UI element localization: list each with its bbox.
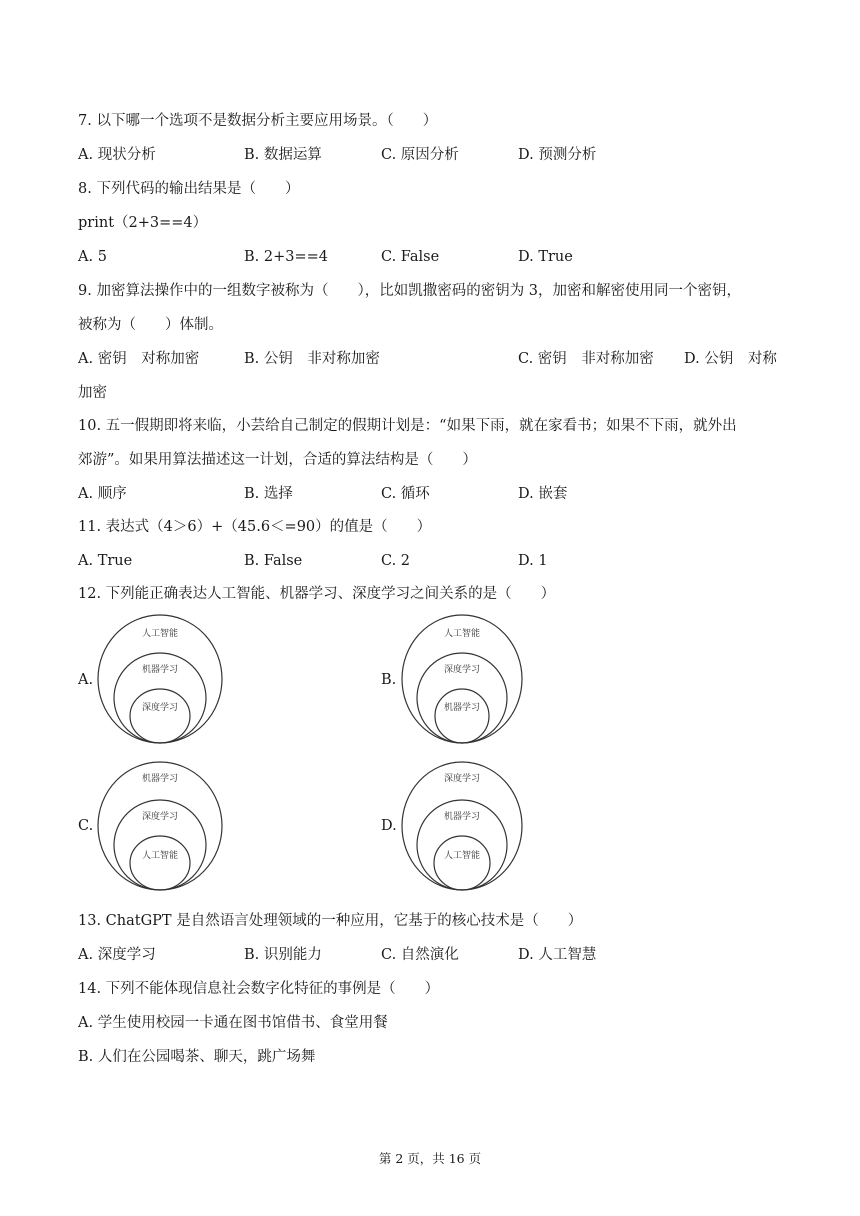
q11-stem: 11. 表达式（4＞6）+（45.6＜=90）的值是（ ） (78, 519, 432, 535)
q12-d-inner-text: 人工智能 (443, 851, 481, 861)
q9-option-d: D. 公钥 对称 (684, 351, 777, 367)
q7-option-c: C. 原因分析 (381, 147, 459, 163)
q10-option-d: D. 嵌套 (518, 486, 568, 502)
q8-stem: 8. 下列代码的输出结果是（ ） (78, 181, 300, 197)
q12-b-outer-text: 人工智能 (443, 629, 481, 639)
q12-diagram-d (398, 758, 526, 894)
q8-option-c: C. False (381, 249, 440, 265)
q9-option-d-wrap: 加密 (78, 385, 107, 401)
q7-stem: 7. 以下哪一个选项不是数据分析主要应用场景。（ ） (78, 113, 438, 129)
q12-diagram-a-label: A. (78, 672, 94, 688)
q10-stem-line1: 10. 五一假期即将来临，小芸给自己制定的假期计划是：“如果下雨，就在家看书；如果不下雨，就外出 (78, 418, 737, 434)
q9-stem-line1: 9. 加密算法操作中的一组数字被称为（ ），比如凯撒密码的密钥为 3，加密和解密使用同一个密钥， (78, 283, 742, 299)
q12-diagram-b (398, 612, 526, 746)
q12-c-inner-text: 人工智能 (141, 851, 179, 861)
q7-option-b: B. 数据运算 (244, 147, 322, 163)
q10-option-c: C. 循环 (381, 486, 430, 502)
page-footer: 第 2 页，共 16 页 (378, 1151, 482, 1166)
q8-option-a: A. 5 (78, 249, 107, 265)
q10-stem-line2: 郊游”。如果用算法描述这一计划，合适的算法结构是（ ） (78, 452, 477, 468)
q14-option-b: B. 人们在公园喝茶、聊天，跳广场舞 (78, 1049, 316, 1065)
q12-c-middle-text: 深度学习 (141, 812, 179, 822)
q12-diagram-c (96, 758, 232, 894)
q12-a-outer-text: 人工智能 (141, 629, 179, 639)
q14-stem: 14. 下列不能体现信息社会数字化特征的事例是（ ） (78, 981, 440, 997)
q14-option-a: A. 学生使用校园一卡通在图书馆借书、食堂用餐 (78, 1015, 388, 1031)
q9-stem-line2: 被称为（ ）体制。 (78, 317, 223, 333)
q8-code: print（2+3==4） (78, 215, 208, 231)
q12-a-inner-text: 深度学习 (141, 703, 179, 713)
q11-option-b: B. False (244, 553, 303, 569)
q9-option-a: A. 密钥 对称加密 (78, 351, 200, 367)
q12-a-middle-text: 机器学习 (141, 665, 179, 675)
q12-d-middle-text: 机器学习 (443, 812, 481, 822)
q13-option-d: D. 人工智慧 (518, 947, 597, 963)
q7-option-a: A. 现状分析 (78, 147, 156, 163)
q12-diagram-d-label: D. (381, 818, 397, 834)
q8-option-d: D. True (518, 249, 573, 265)
q9-option-c: C. 密钥 非对称加密 (518, 351, 654, 367)
q13-stem: 13. ChatGPT 是自然语言处理领域的一种应用，它基于的核心技术是（ ） (78, 913, 583, 929)
q9-option-b: B. 公钥 非对称加密 (244, 351, 380, 367)
q12-b-inner-text: 机器学习 (443, 703, 481, 713)
q12-diagram-c-label: C. (78, 818, 94, 834)
q11-option-a: A. True (78, 553, 133, 569)
q12-d-outer-text: 深度学习 (443, 774, 481, 784)
q13-option-c: C. 自然演化 (381, 947, 459, 963)
q7-option-d: D. 预测分析 (518, 147, 597, 163)
q10-option-b: B. 选择 (244, 486, 293, 502)
q13-option-b: B. 识别能力 (244, 947, 322, 963)
q12-b-middle-text: 深度学习 (443, 665, 481, 675)
q12-diagram-b-label: B. (381, 672, 397, 688)
q12-c-outer-text: 机器学习 (141, 774, 179, 784)
q10-option-a: A. 顺序 (78, 486, 127, 502)
q11-option-c: C. 2 (381, 553, 411, 569)
q11-option-d: D. 1 (518, 553, 548, 569)
q12-diagram-a (96, 612, 232, 746)
q13-option-a: A. 深度学习 (78, 947, 156, 963)
q12-stem: 12. 下列能正确表达人工智能、机器学习、深度学习之间关系的是（ ） (78, 586, 556, 602)
q8-option-b: B. 2+3==4 (244, 249, 328, 265)
